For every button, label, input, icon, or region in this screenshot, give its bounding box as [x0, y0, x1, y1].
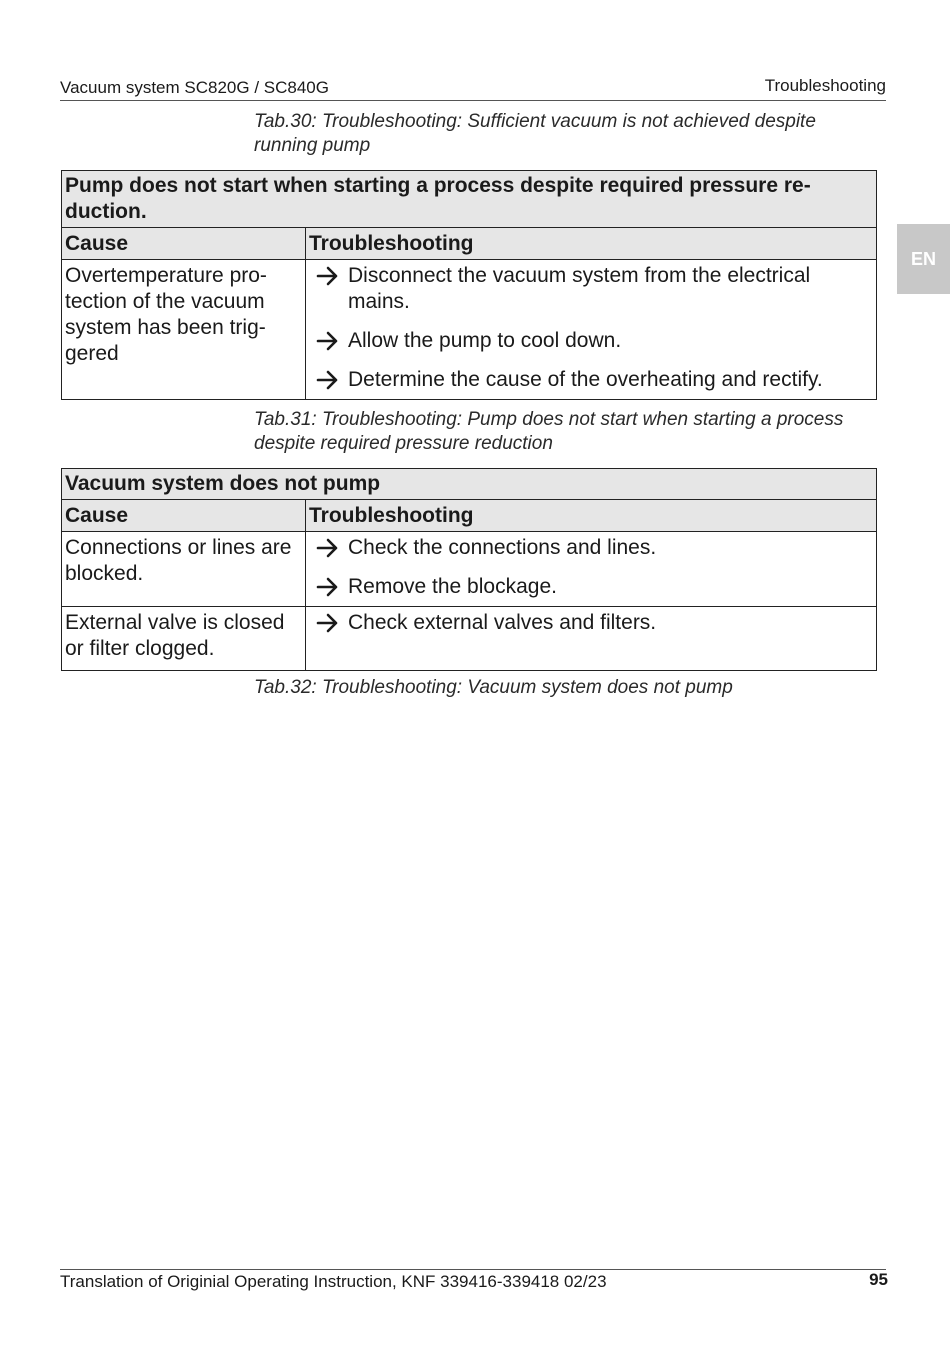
step-item — [312, 610, 870, 636]
table-title-row — [62, 171, 877, 228]
cause-cell: External valve is closed or filter clogged. — [62, 607, 306, 671]
table-title-row — [62, 469, 877, 500]
column-header-troubleshooting: Troubleshooting — [306, 500, 877, 532]
page-number: 95 — [869, 1270, 888, 1289]
cause-cell: Overtemperature pro-tection of the vacuum system has been trig-gered — [62, 260, 306, 400]
column-header-troubleshooting: Troubleshooting — [306, 228, 877, 260]
troubleshooting-cell — [306, 260, 877, 400]
step-item — [312, 535, 870, 561]
table-title: Pump does not start when starting a process despite required pressure re-duction. — [62, 171, 877, 228]
footer-divider — [60, 1269, 886, 1270]
step-list — [312, 610, 870, 636]
table-header-row — [62, 228, 877, 260]
arrow-right-icon — [316, 370, 340, 390]
running-header-section: Troubleshooting — [764, 76, 886, 95]
table-row — [62, 607, 877, 671]
column-header-cause: Cause — [62, 500, 306, 532]
troubleshooting-table-pump-not-start — [61, 170, 877, 400]
troubleshooting-cell — [306, 532, 877, 607]
cause-cell: Connections or lines are blocked. — [62, 532, 306, 607]
arrow-right-icon — [316, 331, 340, 351]
table-title: Vacuum system does not pump — [62, 469, 877, 500]
step-list — [312, 535, 870, 600]
language-tab: EN — [897, 224, 950, 294]
arrow-right-icon — [316, 266, 340, 286]
step-text: Disconnect the vacuum system from the electrical mains. — [348, 264, 811, 313]
step-item — [312, 574, 870, 600]
step-item — [312, 367, 870, 393]
header-divider — [60, 100, 886, 101]
step-text: Allow the pump to cool down. — [348, 329, 622, 352]
troubleshooting-table-no-pumping — [61, 468, 877, 671]
table-caption-30: Tab.30: Troubleshooting: Sufficient vacuum is not achieved despite running pump — [254, 111, 816, 156]
step-text: Check the connections and lines. — [348, 536, 657, 559]
arrow-right-icon — [316, 613, 340, 633]
step-list — [312, 263, 870, 393]
arrow-right-icon — [316, 538, 340, 558]
step-text: Remove the blockage. — [348, 575, 557, 598]
troubleshooting-cell — [306, 607, 877, 671]
step-text: Determine the cause of the overheating and rectify. — [348, 368, 823, 391]
step-item — [312, 263, 870, 315]
step-text: Check external valves and filters. — [348, 611, 657, 634]
table-row — [62, 532, 877, 607]
arrow-right-icon — [316, 577, 340, 597]
table-header-row — [62, 500, 877, 532]
table-row — [62, 260, 877, 400]
footer-document-reference: Translation of Originial Operating Instruction, KNF 339416-339418 02/23 — [60, 1272, 607, 1291]
step-item — [312, 328, 870, 354]
running-header-title: Vacuum system SC820G / SC840G — [60, 78, 329, 97]
column-header-cause: Cause — [62, 228, 306, 260]
table-caption-31: Tab.31: Troubleshooting: Pump does not start when starting a process despite required pressure reduction — [254, 409, 844, 454]
table-caption-32: Tab.32: Troubleshooting: Vacuum system does not pump — [254, 677, 733, 698]
